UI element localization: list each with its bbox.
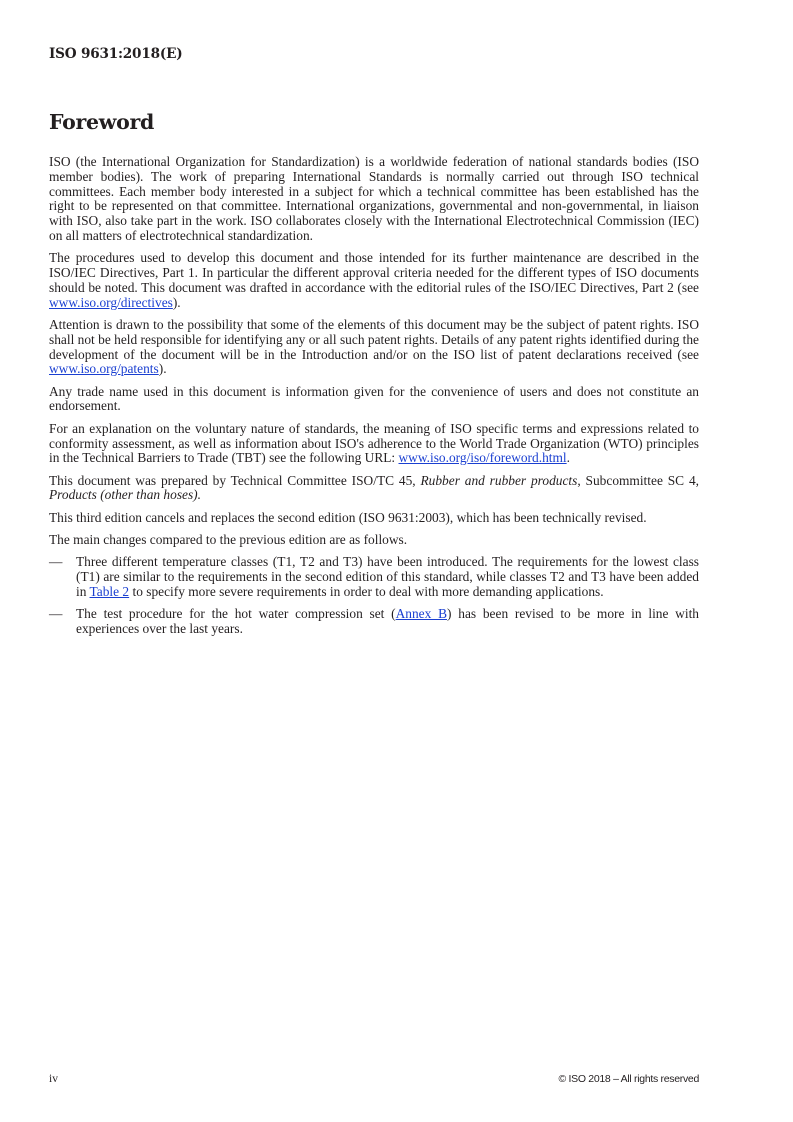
copyright-notice: © ISO 2018 – All rights reserved bbox=[558, 1073, 699, 1085]
paragraph-text: This third edition cancels and replaces the second edition (ISO 9631:2003), which has been technically revised. bbox=[49, 509, 647, 525]
paragraph-main-changes bbox=[49, 533, 699, 548]
list-item-text: The test procedure for the hot water compression set ( bbox=[76, 606, 396, 622]
list-item-text: Three different temperature classes (T1, T2 and T3) have been introduced. The requirements for the lowest class (T1) are similar to the requirements in the second edition of this standard, while classes T2 and T3 have been added in bbox=[76, 554, 699, 599]
document-id-header: ISO 9631:2018(E) bbox=[49, 46, 183, 62]
paragraph-text: ). bbox=[158, 361, 167, 377]
page-title: Foreword bbox=[49, 110, 155, 134]
paragraph-text: . bbox=[566, 450, 570, 466]
foreword-body bbox=[49, 155, 699, 644]
list-item bbox=[49, 607, 699, 637]
changes-list bbox=[49, 555, 699, 636]
table-2-link[interactable]: Table 2 bbox=[89, 583, 130, 599]
paragraph-text: This document was prepared by Technical Committee ISO/TC 45, bbox=[49, 472, 421, 488]
paragraph-iso-intro bbox=[49, 155, 699, 244]
paragraph-text: , Subcommittee SC 4, bbox=[577, 472, 699, 488]
list-item-text: ) has been revised to be more in line with experiences over the last years. bbox=[76, 606, 699, 637]
committee-title: Rubber and rubber products bbox=[420, 472, 578, 488]
paragraph-patents bbox=[49, 318, 699, 377]
dash-bullet-icon: — bbox=[49, 554, 63, 570]
paragraph-text: Any trade name used in this document is information given for the convenience of users and does not constitute an endorsement. bbox=[49, 383, 699, 414]
paragraph-trade-name bbox=[49, 385, 699, 415]
paragraph-text: The procedures used to develop this document and those intended for its further maintenance are described in the ISO/IEC Directives, Part 1. In particular the different approval criteria needed for the different types of ISO documents should be noted. This document was drafted in accordance with the editorial rules of the ISO/IEC Directives, Part 2 (see bbox=[49, 250, 699, 295]
paragraph-text: For an explanation on the voluntary nature of standards, the meaning of ISO specific terms and expressions related to conformity assessment, as well as information about ISO's adherence to the World Trade Organization (WTO) principles in the Technical Barriers to Trade (TBT) see the following URL: bbox=[49, 420, 699, 466]
directives-link[interactable]: www.iso.org/directives bbox=[49, 294, 173, 310]
patents-link[interactable]: www.iso.org/patents bbox=[49, 361, 159, 377]
annex-b-link[interactable]: Annex B bbox=[395, 606, 448, 622]
paragraph-text: Attention is drawn to the possibility that some of the elements of this document may be the subject of patent rights. ISO shall not be held responsible for identifying any or all such patent rights. Details of any patent rights identified during the development of the document will be in the Introduction and/or on the ISO list of patent declarations received (see bbox=[49, 316, 699, 362]
paragraph-text: ). bbox=[172, 294, 181, 310]
list-item-text: to specify more severe requirements in order to deal with more demanding applications. bbox=[129, 583, 604, 599]
foreword-url-link[interactable]: www.iso.org/iso/foreword.html bbox=[398, 450, 567, 466]
paragraph-procedures bbox=[49, 251, 699, 310]
paragraph-text: ISO (the International Organization for Standardization) is a worldwide federation of national standards bodies (ISO member bodies). The work of preparing International Standards is normally carried out through ISO technical committees. Each member body interested in a subject for which a technical committee has been established has the right to be represented on that committee. International organizations, governmental and non-governmental, in liaison with ISO, also take part in the work. ISO collaborates closely with the International Electrotechnical Commission (IEC) on all matters of electrotechnical standardization. bbox=[49, 154, 699, 243]
paragraph-text: The main changes compared to the previous edition are as follows. bbox=[49, 532, 408, 548]
paragraph-voluntary-nature bbox=[49, 422, 699, 466]
subcommittee-title: Products (other than hoses). bbox=[49, 487, 201, 503]
page-number: iv bbox=[49, 1073, 58, 1085]
paragraph-committee bbox=[49, 474, 699, 504]
list-item bbox=[49, 555, 699, 599]
paragraph-edition bbox=[49, 511, 699, 526]
dash-bullet-icon: — bbox=[49, 606, 63, 622]
